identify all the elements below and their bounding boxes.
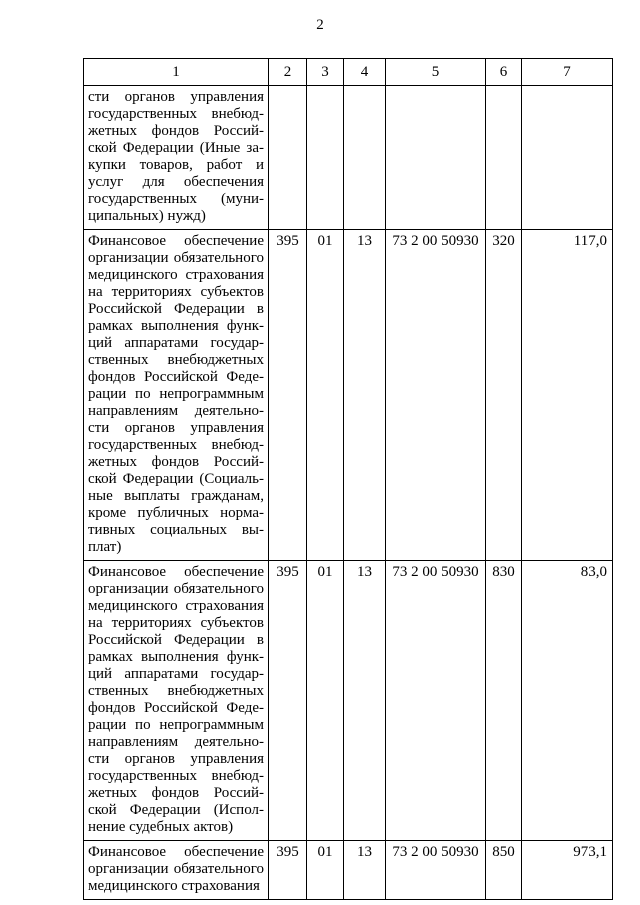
value-cell: 13: [344, 561, 386, 841]
text-line: ственных внебюджетных: [88, 352, 264, 368]
text-line: организации обязательного: [88, 581, 264, 597]
column-header-4: 4: [344, 59, 386, 86]
column-header-6: 6: [486, 59, 522, 86]
row-name-cell: [84, 230, 269, 561]
page-number: 2: [316, 17, 324, 33]
text-line: жетных фондов Россий-: [88, 123, 264, 139]
text-line: купки товаров, работ и: [88, 157, 264, 173]
text-line: ской Федерации (Социаль-: [88, 471, 264, 487]
value-cell: 73 2 00 50930: [386, 561, 486, 841]
column-header-7: 7: [522, 59, 613, 86]
value-cell: 830: [486, 561, 522, 841]
value-cell: [307, 86, 344, 230]
value-cell: 01: [307, 230, 344, 561]
table-row: [84, 230, 613, 561]
value-cell: 73 2 00 50930: [386, 230, 486, 561]
text-line: медицинского страхования: [88, 878, 260, 894]
text-line: рации по непрограммным: [88, 717, 264, 733]
text-line: Российской Федерации в: [88, 632, 264, 648]
value-cell: 13: [344, 841, 386, 900]
amount-cell: 973,1: [522, 841, 613, 900]
text-line: тивных социальных вы-: [88, 522, 264, 538]
text-line: ской Федерации (Иные за-: [88, 140, 264, 156]
text-line: сти органов управления: [88, 420, 264, 436]
column-header-5: 5: [386, 59, 486, 86]
value-cell: [486, 86, 522, 230]
table-row: [84, 86, 613, 230]
row-name-cell: [84, 86, 269, 230]
text-line: плат): [88, 539, 122, 555]
text-line: организации обязательного: [88, 861, 264, 877]
text-line: фондов Российской Феде-: [88, 369, 264, 385]
text-line: медицинского страхования: [88, 267, 264, 283]
text-line: рамках выполнения функ-: [88, 318, 264, 334]
text-line: рамках выполнения функ-: [88, 649, 264, 665]
column-header-3: 3: [307, 59, 344, 86]
column-header-2: 2: [269, 59, 307, 86]
text-line: сти органов управления: [88, 751, 264, 767]
value-cell: 850: [486, 841, 522, 900]
text-line: нение судебных актов): [88, 819, 234, 835]
text-line: Финансовое обеспечение: [88, 564, 264, 580]
text-line: направлениям деятельно-: [88, 403, 264, 419]
row-name-cell: [84, 841, 269, 900]
text-line: ций аппаратами государ-: [88, 335, 264, 351]
amount-cell: 83,0: [522, 561, 613, 841]
text-line: ций аппаратами государ-: [88, 666, 264, 682]
value-cell: 01: [307, 561, 344, 841]
text-line: услуг для обеспечения: [88, 174, 264, 190]
text-line: на территориях субъектов: [88, 615, 264, 631]
value-cell: [386, 86, 486, 230]
text-line: организации обязательного: [88, 250, 264, 266]
value-cell: 320: [486, 230, 522, 561]
text-line: медицинского страхования: [88, 598, 264, 614]
text-line: на территориях субъектов: [88, 284, 264, 300]
text-line: кроме публичных норма-: [88, 505, 264, 521]
text-line: государственных внебюд-: [88, 106, 264, 122]
text-line: ципальных) нужд): [88, 208, 206, 224]
table-row: [84, 841, 613, 900]
text-line: ные выплаты гражданам,: [88, 488, 264, 504]
text-line: Финансовое обеспечение: [88, 233, 264, 249]
text-line: фондов Российской Феде-: [88, 700, 264, 716]
text-line: Российской Федерации в: [88, 301, 264, 317]
text-line: жетных фондов Россий-: [88, 454, 264, 470]
column-header-1: 1: [84, 59, 269, 86]
table-row: [84, 561, 613, 841]
value-cell: 01: [307, 841, 344, 900]
value-cell: [344, 86, 386, 230]
amount-cell: [522, 86, 613, 230]
header-row: [84, 59, 613, 86]
text-line: государственных внебюд-: [88, 768, 264, 784]
text-line: Финансовое обеспечение: [88, 844, 264, 860]
text-line: государственных (муни-: [88, 191, 264, 207]
row-name-cell: [84, 561, 269, 841]
text-line: ственных внебюджетных: [88, 683, 264, 699]
table-body: [84, 86, 613, 900]
value-cell: 395: [269, 561, 307, 841]
amount-cell: 117,0: [522, 230, 613, 561]
text-line: ской Федерации (Испол-: [88, 802, 264, 818]
text-line: рации по непрограммным: [88, 386, 264, 402]
value-cell: 395: [269, 841, 307, 900]
value-cell: 395: [269, 230, 307, 561]
value-cell: [269, 86, 307, 230]
table-header: [84, 59, 613, 86]
text-line: сти органов управления: [88, 89, 264, 105]
budget-table: [83, 58, 613, 900]
text-line: направлениям деятельно-: [88, 734, 264, 750]
value-cell: 13: [344, 230, 386, 561]
value-cell: 73 2 00 50930: [386, 841, 486, 900]
text-line: жетных фондов Россий-: [88, 785, 264, 801]
text-line: государственных внебюд-: [88, 437, 264, 453]
